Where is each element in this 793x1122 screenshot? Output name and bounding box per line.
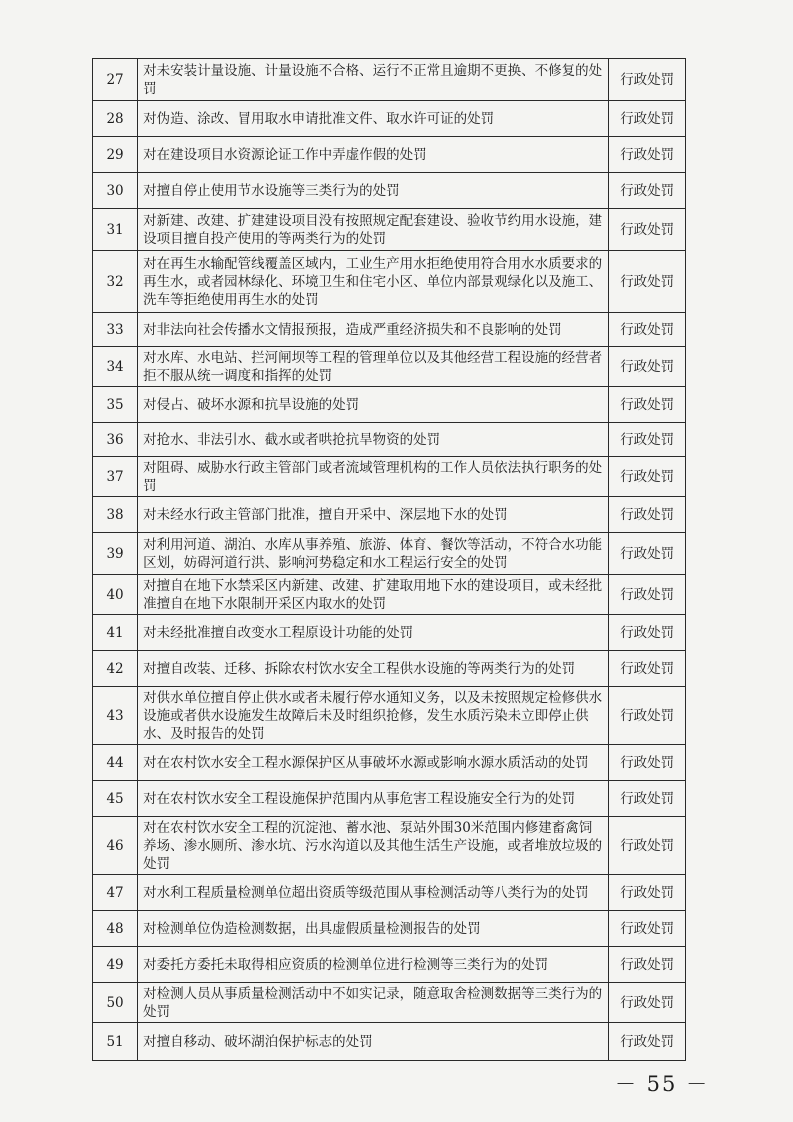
row-number: 37	[93, 457, 138, 497]
penalty-type: 行政处罚	[609, 59, 686, 101]
penalty-type: 行政处罚	[609, 497, 686, 533]
table-row	[93, 137, 686, 173]
penalty-type: 行政处罚	[609, 983, 686, 1023]
penalty-item-text: 对新建、改建、扩建建设项目没有按照规定配套建设、验收节约用水设施，建设项目擅自投产使用的等两类行为的处罚	[138, 209, 609, 251]
penalty-item-text: 对利用河道、湖泊、水库从事养殖、旅游、体育、餐饮等活动，不符合水功能区划，妨碍河道行洪、影响河势稳定和水工程运行安全的处罚	[138, 533, 609, 575]
table-row	[93, 575, 686, 615]
penalty-table-body	[93, 59, 686, 1061]
penalty-type: 行政处罚	[609, 209, 686, 251]
row-number: 41	[93, 615, 138, 651]
row-number: 48	[93, 911, 138, 947]
row-number: 38	[93, 497, 138, 533]
table-row	[93, 875, 686, 911]
penalty-item-text: 对伪造、涂改、冒用取水申请批准文件、取水许可证的处罚	[138, 101, 609, 137]
penalty-item-text: 对在农村饮水安全工程的沉淀池、蓄水池、泵站外围30米范围内修建畜禽饲养场、渗水厕所、渗水坑、污水沟道以及其他生活生产设施，或者堆放垃圾的处罚	[138, 817, 609, 875]
penalty-item-text: 对未安装计量设施、计量设施不合格、运行不正常且逾期不更换、不修复的处罚	[138, 59, 609, 101]
penalty-type: 行政处罚	[609, 687, 686, 745]
table-row	[93, 983, 686, 1023]
row-number: 46	[93, 817, 138, 875]
row-number: 35	[93, 387, 138, 423]
penalty-type: 行政处罚	[609, 173, 686, 209]
row-number: 31	[93, 209, 138, 251]
penalty-item-text: 对非法向社会传播水文情报预报，造成严重经济损失和不良影响的处罚	[138, 313, 609, 347]
penalty-item-text: 对擅自改装、迁移、拆除农村饮水安全工程供水设施的等两类行为的处罚	[138, 651, 609, 687]
table-row	[93, 173, 686, 209]
row-number: 32	[93, 251, 138, 313]
penalty-item-text: 对擅自在地下水禁采区内新建、改建、扩建取用地下水的建设项目，或未经批准擅自在地下水限制开采区内取水的处罚	[138, 575, 609, 615]
table-row	[93, 347, 686, 387]
table-row	[93, 209, 686, 251]
penalty-type: 行政处罚	[609, 947, 686, 983]
penalty-item-text: 对水库、水电站、拦河闸坝等工程的管理单位以及其他经营工程设施的经营者拒不服从统一调度和指挥的处罚	[138, 347, 609, 387]
penalty-type: 行政处罚	[609, 251, 686, 313]
table-row	[93, 947, 686, 983]
penalty-item-text: 对未经批准擅自改变水工程原设计功能的处罚	[138, 615, 609, 651]
table-row	[93, 313, 686, 347]
page-number: － 55 －	[615, 1072, 710, 1096]
table-row	[93, 687, 686, 745]
penalty-type: 行政处罚	[609, 745, 686, 781]
penalty-item-text: 对委托方委托未取得相应资质的检测单位进行检测等三类行为的处罚	[138, 947, 609, 983]
row-number: 29	[93, 137, 138, 173]
table-row	[93, 423, 686, 457]
row-number: 33	[93, 313, 138, 347]
row-number: 51	[93, 1023, 138, 1061]
row-number: 34	[93, 347, 138, 387]
penalty-item-text: 对水利工程质量检测单位超出资质等级范围从事检测活动等八类行为的处罚	[138, 875, 609, 911]
penalty-item-text: 对侵占、破坏水源和抗旱设施的处罚	[138, 387, 609, 423]
penalty-item-text: 对检测单位伪造检测数据，出具虚假质量检测报告的处罚	[138, 911, 609, 947]
penalty-type: 行政处罚	[609, 533, 686, 575]
penalty-item-text: 对在农村饮水安全工程水源保护区从事破坏水源或影响水源水质活动的处罚	[138, 745, 609, 781]
penalty-type: 行政处罚	[609, 911, 686, 947]
row-number: 40	[93, 575, 138, 615]
row-number: 42	[93, 651, 138, 687]
table-row	[93, 533, 686, 575]
penalty-item-text: 对检测人员从事质量检测活动中不如实记录，随意取舍检测数据等三类行为的处罚	[138, 983, 609, 1023]
penalty-item-text: 对在建设项目水资源论证工作中弄虚作假的处罚	[138, 137, 609, 173]
penalty-type: 行政处罚	[609, 575, 686, 615]
table-row	[93, 497, 686, 533]
table-row	[93, 781, 686, 817]
row-number: 39	[93, 533, 138, 575]
table-row	[93, 59, 686, 101]
penalty-item-text: 对抢水、非法引水、截水或者哄抢抗旱物资的处罚	[138, 423, 609, 457]
row-number: 44	[93, 745, 138, 781]
penalty-type: 行政处罚	[609, 423, 686, 457]
penalty-type: 行政处罚	[609, 347, 686, 387]
penalty-type: 行政处罚	[609, 313, 686, 347]
penalty-type: 行政处罚	[609, 457, 686, 497]
row-number: 36	[93, 423, 138, 457]
row-number: 27	[93, 59, 138, 101]
penalty-type: 行政处罚	[609, 101, 686, 137]
penalty-type: 行政处罚	[609, 781, 686, 817]
penalty-type: 行政处罚	[609, 137, 686, 173]
penalty-item-text: 对在农村饮水安全工程设施保护范围内从事危害工程设施安全行为的处罚	[138, 781, 609, 817]
row-number: 43	[93, 687, 138, 745]
penalty-type: 行政处罚	[609, 1023, 686, 1061]
table-row	[93, 651, 686, 687]
penalty-item-text: 对在再生水输配管线覆盖区域内，工业生产用水拒绝使用符合用水水质要求的再生水，或者园林绿化、环境卫生和住宅小区、单位内部景观绿化以及施工、洗车等拒绝使用再生水的处罚	[138, 251, 609, 313]
table-row	[93, 101, 686, 137]
table-row	[93, 745, 686, 781]
table-row	[93, 615, 686, 651]
penalty-item-text: 对未经水行政主管部门批准，擅自开采中、深层地下水的处罚	[138, 497, 609, 533]
penalty-table	[92, 58, 686, 1061]
row-number: 30	[93, 173, 138, 209]
table-row	[93, 251, 686, 313]
table-row	[93, 911, 686, 947]
table-row	[93, 1023, 686, 1061]
penalty-item-text: 对阻碍、威胁水行政主管部门或者流域管理机构的工作人员依法执行职务的处罚	[138, 457, 609, 497]
row-number: 50	[93, 983, 138, 1023]
row-number: 45	[93, 781, 138, 817]
row-number: 49	[93, 947, 138, 983]
penalty-type: 行政处罚	[609, 817, 686, 875]
table-row	[93, 817, 686, 875]
row-number: 47	[93, 875, 138, 911]
table-row	[93, 457, 686, 497]
row-number: 28	[93, 101, 138, 137]
table-row	[93, 387, 686, 423]
penalty-type: 行政处罚	[609, 615, 686, 651]
penalty-type: 行政处罚	[609, 875, 686, 911]
penalty-item-text: 对擅自停止使用节水设施等三类行为的处罚	[138, 173, 609, 209]
penalty-type: 行政处罚	[609, 387, 686, 423]
penalty-item-text: 对供水单位擅自停止供水或者未履行停水通知义务，以及未按照规定检修供水设施或者供水设施发生故障后未及时组织抢修，发生水质污染未立即停止供水、及时报告的处罚	[138, 687, 609, 745]
penalty-item-text: 对擅自移动、破坏湖泊保护标志的处罚	[138, 1023, 609, 1061]
penalty-type: 行政处罚	[609, 651, 686, 687]
